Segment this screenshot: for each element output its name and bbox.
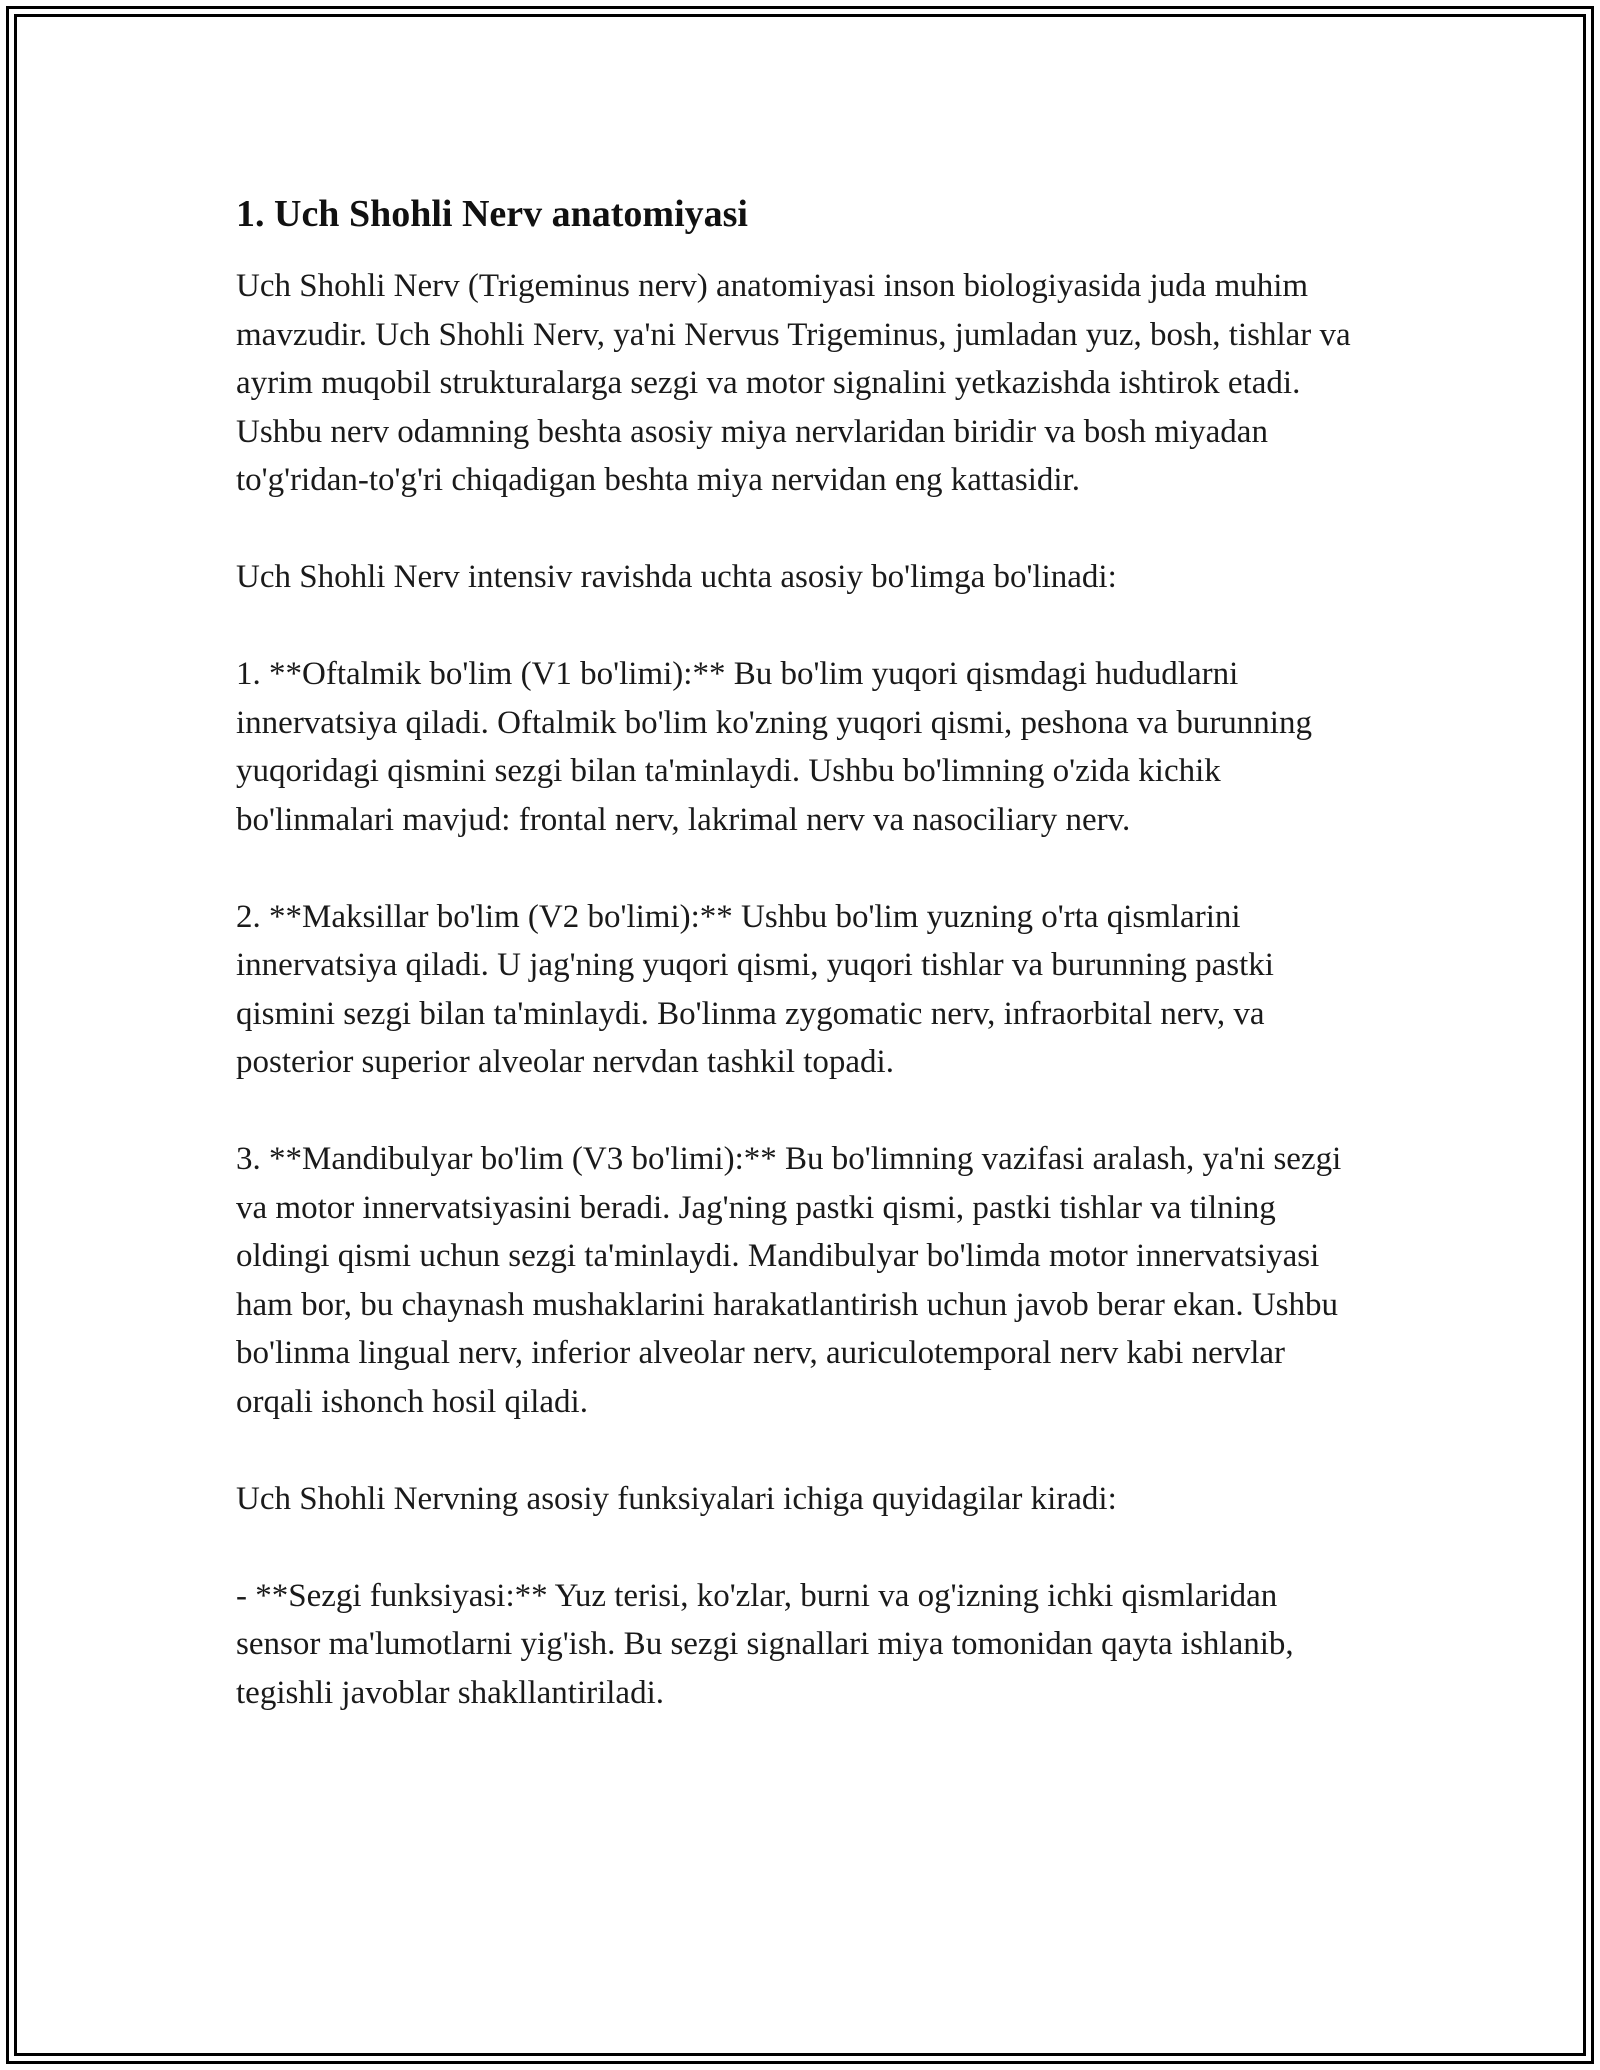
paragraph-divisions-lead: Uch Shohli Nerv intensiv ravishda uchta asosiy bo'limga bo'linadi: (236, 559, 1117, 595)
paragraph-ophthalmic: 1. **Oftalmik bo'lim (V1 bo'limi):** Bu bo'lim yuqori qismdagi hududlarni innervatsiya qiladi. Oftalmik bo'lim ko'zning yuqori qismi, peshona va burunning yuqoridagi qismini sezgi bilan ta'minlaydi. Ushbu bo'limning o'zida kichik bo'linmalari mavjud: frontal nerv, lakrimal nerv va nasociliary nerv. (236, 656, 1312, 838)
paragraph-spacer (236, 505, 1366, 554)
paragraph-sensory-function: - **Sezgi funksiyasi:** Yuz terisi, ko'zlar, burni va og'izning ichki qismlaridan sensor ma'lumotlarni yig'ish. Bu sezgi signallari miya tomonidan qayta ishlanib, tegishli javoblar shakllantiriladi. (236, 1577, 1294, 1711)
paragraph-maxillary: 2. **Maksillar bo'lim (V2 bo'limi):** Ushbu bo'lim yuzning o'rta qismlarini innervatsiya qiladi. U jag'ning yuqori qismi, yuqori tishlar va burunning pastki qismini sezgi bilan ta'minlaydi. Bo'linma zygomatic nerv, infraorbital nerv, va posterior superior alveolar nervdan tashkil topadi. (236, 898, 1274, 1080)
paragraph-spacer (236, 1426, 1366, 1475)
paragraph-functions-lead: Uch Shohli Nervning asosiy funksiyalari ichiga quyidagilar kiradi: (236, 1480, 1117, 1517)
paragraph-spacer (236, 1523, 1366, 1572)
document-body (236, 190, 1366, 1717)
paragraph-spacer (236, 844, 1366, 893)
section-heading: 1. Uch Shohli Nerv anatomiyasi (236, 193, 748, 235)
paragraph-spacer (236, 1087, 1366, 1136)
paragraph-spacer (236, 602, 1366, 651)
paragraph-mandibular: 3. **Mandibulyar bo'lim (V3 bo'limi):** Bu bo'limning vazifasi aralash, ya'ni sezgi va motor innervatsiyasini beradi. Jag'ning pastki qismi, pastki tishlar va tilning oldingi qismi uchun sezgi ta'minlaydi. Mandibulyar bo'limda motor innervatsiyasi ham bor, bu chaynash mushaklarini harakatlantirish uchun javob berar ekan. Ushbu bo'linma lingual nerv, inferior alveolar nerv, auriculotemporal nerv kabi nervlar orqali ishonch hosil qiladi. (236, 1141, 1342, 1420)
paragraph-intro: Uch Shohli Nerv (Trigeminus nerv) anatomiyasi inson biologiyasida juda muhim mavzudir. Uch Shohli Nerv, ya'ni Nervus Trigeminus, jumladan yuz, bosh, tishlar va ayrim muqobil strukturalarga sezgi va motor signalini yetkazishda ishtirok etadi. Ushbu nerv odamning beshta asosiy miya nervlaridan biridir va bosh miyadan to'g'ridan-to'g'ri chiqadigan beshta miya nervidan eng kattasidir. (236, 268, 1351, 498)
